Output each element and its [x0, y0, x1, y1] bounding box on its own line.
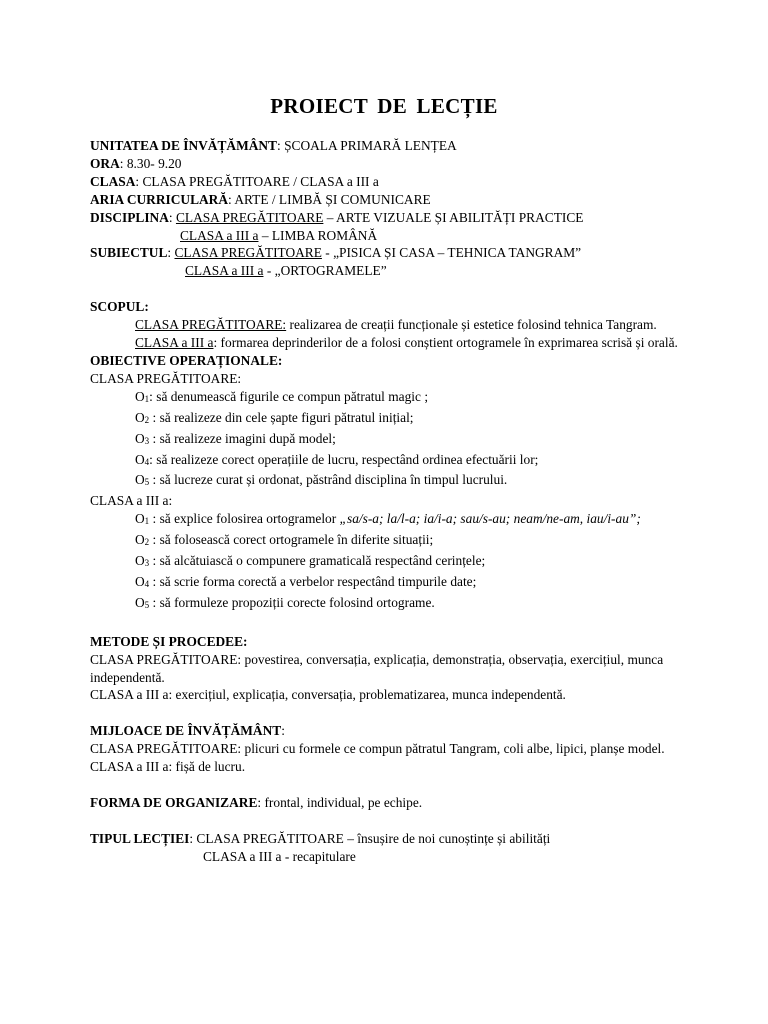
subiect-sep: : — [167, 245, 175, 261]
disciplina-line-2 — [90, 227, 690, 245]
objective-text: : să realizeze corect operațiile de lucru, respectând ordinea efectuării lor; — [149, 451, 539, 467]
objective-text: : să scrie forma corectă a verbelor respectând timpurile date; — [149, 573, 477, 589]
ora-label: ORA — [90, 155, 120, 171]
forma-label: FORMA DE ORGANIZARE — [90, 795, 258, 811]
mijloace-paragraph-2: CLASA a III a: fișă de lucru. — [90, 759, 246, 775]
objective-number: 5 — [144, 477, 150, 488]
mijloace-heading: MIJLOACE DE ÎNVĂȚĂMÂNT — [90, 723, 282, 739]
objective-letter: O — [135, 573, 145, 589]
objective-text: : să denumească figurile ce compun pătratul magic ; — [149, 388, 429, 404]
scopul-p2-text: : formarea deprinderilor de a folosi conștient ortogramele în exprimarea scrisă și orală. — [213, 335, 678, 351]
disciplina-2-class: CLASA a III a — [180, 227, 259, 243]
objective-letter: O — [135, 430, 145, 446]
objective-item — [90, 573, 690, 594]
obiective-pregatitoare-list — [90, 388, 690, 493]
objective-text: : să realizeze din cele șapte figuri pătratul inițial; — [149, 409, 414, 425]
unitate-value: : ȘCOALA PRIMARĂ LENȚEA — [277, 138, 457, 153]
subiect-2-text: - „ORTOGRAMELE” — [263, 263, 387, 279]
obiective-clasa3-list — [90, 531, 690, 615]
objective-number: 4 — [144, 578, 150, 589]
disciplina-line — [90, 209, 690, 227]
subiect-2-class: CLASA a III a — [185, 263, 264, 279]
objective-text: : să lucreze curat și ordonat, păstrând disciplina în timpul lucrului. — [149, 472, 508, 488]
objective-item — [90, 594, 690, 615]
objective-letter: O — [135, 451, 145, 467]
obiective-heading: OBIECTIVE OPERAȚIONALE: — [90, 352, 283, 368]
objective-item — [90, 388, 690, 409]
document-body — [90, 137, 690, 866]
disciplina-1-text: – ARTE VIZUALE ȘI ABILITĂȚI PRACTICE — [323, 209, 584, 225]
forma-line — [90, 794, 690, 812]
ortograme-list: „sa/s-a; la/l-a; ia/i-a; sau/s-au; neam/ne-am, iau/i-au”; — [339, 511, 641, 527]
disciplina-sep: : — [168, 209, 176, 225]
disciplina-2-text: – LIMBA ROMÂNĂ — [258, 227, 378, 243]
tipul-line-2: CLASA a III a - recapitulare — [203, 848, 356, 864]
ora-line — [90, 155, 690, 173]
objective-letter: O — [135, 553, 145, 569]
scopul-p2-class: CLASA a III a — [135, 335, 214, 351]
scopul-paragraph-1 — [90, 316, 690, 334]
objective-number: 1 — [144, 393, 150, 404]
scopul-p1-text: realizarea de creații funcționale și estetice folosind tehnica Tangram. — [286, 317, 657, 333]
forma-value: : frontal, individual, pe echipe. — [257, 795, 423, 811]
aria-value: : ARTE / LIMBĂ ȘI COMUNICARE — [228, 191, 431, 207]
objective-text: : să explice folosirea ortogramelor — [149, 511, 340, 527]
clasa-label: CLASA — [90, 173, 136, 189]
objective-number: 5 — [144, 599, 150, 610]
objective-letter: O — [135, 472, 145, 488]
objective-item — [90, 409, 690, 430]
objective-number: 3 — [144, 558, 150, 569]
objective-letter: O — [135, 409, 145, 425]
subiect-1-class: CLASA PREGĂTITOARE — [174, 245, 322, 261]
objective-letter: O — [135, 532, 145, 548]
objective-item — [90, 430, 690, 451]
subiect-label: SUBIECTUL — [90, 245, 168, 261]
objective-item — [90, 552, 690, 573]
obiective-clasa3-label: CLASA a III a: — [90, 493, 173, 509]
tipul-label: TIPUL LECȚIEI — [90, 831, 190, 846]
objective-number: 2 — [144, 537, 150, 548]
aria-line — [90, 191, 690, 209]
scopul-paragraph-2 — [90, 334, 690, 352]
ora-value: : 8.30- 9.20 — [119, 155, 182, 171]
objective-text: : să formuleze propoziții corecte folosind ortograme. — [149, 594, 435, 610]
objective-item — [90, 471, 690, 492]
tipul-value-1: : CLASA PREGĂTITOARE – însușire de noi cunoștințe și abilități — [189, 831, 551, 846]
mijloace-paragraph-1: CLASA PREGĂTITOARE: plicuri cu formele ce compun pătratul Tangram, coli albe, lipici, planșe model. — [90, 741, 665, 757]
scopul-heading: SCOPUL: — [90, 299, 149, 315]
subiect-line — [90, 244, 690, 262]
metode-heading: METODE ȘI PROCEDEE: — [90, 633, 248, 649]
spacer — [90, 615, 690, 633]
objective-number: 4 — [144, 456, 150, 467]
tipul-line — [90, 830, 690, 848]
unitate-label: UNITATEA DE ÎNVĂȚĂMÂNT — [90, 138, 277, 153]
document-title: PROIECT DE LECȚIE — [270, 94, 498, 118]
subiect-line-2 — [90, 262, 690, 280]
objective-number: 1 — [144, 516, 150, 527]
objective-number: 3 — [144, 435, 150, 446]
mijloace-heading-line — [90, 722, 690, 740]
aria-label: ARIA CURRICULARĂ — [90, 191, 229, 207]
metode-paragraph-2: CLASA a III a: exercițiul, explicația, conversația, problematizarea, munca independentă. — [90, 687, 566, 703]
spacer — [90, 704, 690, 722]
objective-text: : să realizeze imagini după model; — [149, 430, 336, 446]
objective-text: : să folosească corect ortogramele în diferite situații; — [149, 532, 434, 548]
objective-text: : să alcătuiască o compunere gramaticală respectând cerințele; — [149, 553, 486, 569]
disciplina-1-class: CLASA PREGĂTITOARE — [175, 209, 324, 225]
clasa-value: : CLASA PREGĂTITOARE / CLASA a III a — [135, 173, 379, 189]
spacer — [90, 776, 690, 794]
spacer — [90, 280, 690, 298]
objective-letter: O — [135, 594, 145, 610]
objective-item — [90, 510, 690, 531]
objective-number: 2 — [144, 414, 150, 425]
obiective-pregatitoare-label: CLASA PREGĂTITOARE: — [90, 370, 242, 386]
subiect-1-text: - „PISICA ȘI CASA – TEHNICA TANGRAM” — [321, 245, 582, 261]
metode-paragraph-1: CLASA PREGĂTITOARE: povestirea, conversația, explicația, demonstrația, observația, exercițiul, munca independentă. — [90, 651, 664, 685]
objective-letter: O — [135, 388, 145, 404]
spacer — [90, 812, 690, 830]
objective-item — [90, 451, 690, 472]
unitate-line — [90, 137, 690, 155]
disciplina-label: DISCIPLINA — [90, 209, 169, 225]
objective-item — [90, 531, 690, 552]
scopul-p1-class: CLASA PREGĂTITOARE: — [135, 317, 287, 333]
mijloace-heading-sep: : — [281, 723, 285, 739]
objective-letter: O — [135, 511, 145, 527]
clasa-line — [90, 173, 690, 191]
